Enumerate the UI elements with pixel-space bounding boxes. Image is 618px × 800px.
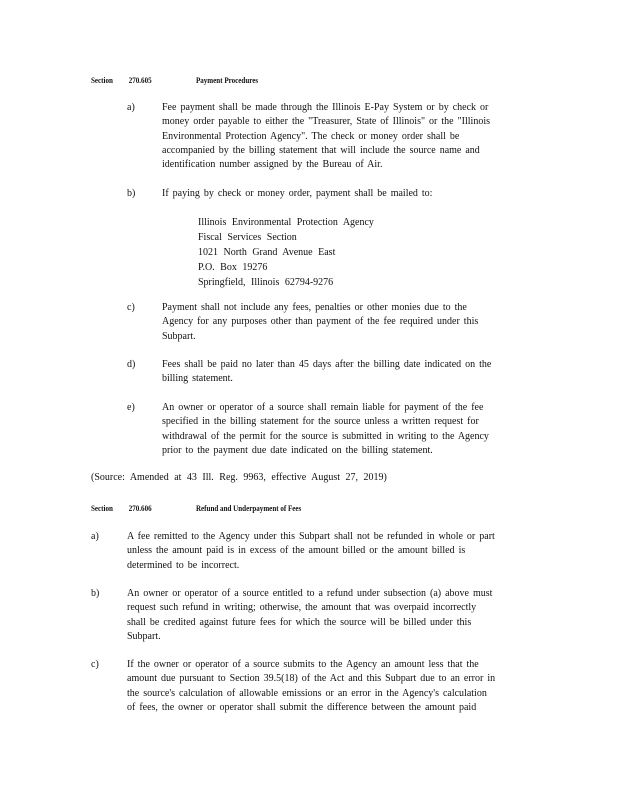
text-line: shall be credited against future fees for which the source will be billed under this — [127, 616, 472, 628]
paragraph-a — [162, 101, 532, 172]
paragraph-606-a — [127, 530, 539, 573]
section-heading-270-605 — [91, 75, 258, 85]
text-line: Payment shall not include any fees, penalties or other monies due to the — [162, 302, 467, 313]
item-label-e: e) — [127, 402, 135, 413]
address-line: Fiscal Services Section — [198, 232, 297, 243]
section-title: Payment Procedures — [195, 75, 259, 85]
paragraph-b — [162, 187, 532, 201]
item-label-a: a) — [91, 531, 99, 542]
paragraph-d — [162, 358, 532, 387]
paragraph-c — [162, 301, 532, 344]
text-line: identification number assigned by the Bureau of Air. — [162, 159, 383, 171]
address-line: 1021 North Grand Avenue East — [198, 247, 336, 258]
item-label-b: b) — [127, 188, 136, 199]
paragraph-606-c — [127, 658, 539, 715]
text-line: Agency for any purposes other than payment of the fee required under this — [162, 316, 479, 328]
section-heading-270-606 — [91, 503, 301, 513]
text-line: specified in the billing statement for the source unless a written request for — [162, 416, 479, 428]
address-line: P.O. Box 19276 — [198, 262, 268, 273]
item-label-b: b) — [91, 588, 100, 599]
text-line: unless the amount paid is in excess of the amount billed or the amount billed is — [127, 545, 466, 557]
text-line: request such refund in writing; otherwise, the amount that was overpaid incorrectly — [127, 602, 477, 614]
text-line: If paying by check or money order, payment shall be mailed to: — [162, 188, 433, 199]
text-line: Fee payment shall be made through the Illinois E-Pay System or by check or — [162, 102, 489, 113]
section-number: 270.606 — [128, 503, 152, 513]
item-label-c: c) — [127, 302, 135, 313]
item-label-c: c) — [91, 659, 99, 670]
text-line: Subpart. — [162, 330, 196, 342]
text-line: the source's calculation of allowable emissions or an error in the Agency's calculation — [127, 687, 487, 699]
text-line: determined to be incorrect. — [127, 559, 240, 571]
item-label-a: a) — [127, 102, 135, 113]
section-word: Section — [91, 503, 113, 513]
paragraph-606-b — [127, 587, 539, 644]
address-line: Springfield, Illinois 62794-9276 — [198, 277, 334, 288]
text-line: accompanied by the billing statement that will include the source name and — [162, 144, 480, 156]
text-line: Subpart. — [127, 630, 161, 642]
text-line: If the owner or operator of a source submits to the Agency an amount less that the — [127, 659, 479, 670]
address-line: Illinois Environmental Protection Agency — [198, 217, 374, 228]
source-note: (Source: Amended at 43 Ill. Reg. 9963, effective August 27, 2019) — [91, 472, 387, 483]
text-line: of fees, the owner or operator shall submit the difference between the amount paid — [127, 701, 477, 713]
text-line: An owner or operator of a source shall remain liable for payment of the fee — [162, 402, 484, 413]
text-line: amount due pursuant to Section 39.5(18) of the Act and this Subpart due to an error in — [127, 673, 496, 685]
mailing-address — [198, 215, 374, 290]
text-line: withdrawal of the permit for the source is submitted in writing to the Agency — [162, 430, 489, 442]
text-line: Environmental Protection Agency". The check or money order shall be — [162, 130, 460, 142]
text-line: An owner or operator of a source entitled to a refund under subsection (a) above must — [127, 588, 493, 599]
item-label-d: d) — [127, 359, 136, 370]
text-line: billing statement. — [162, 373, 233, 385]
text-line: money order payable to either the "Treasurer, State of Illinois" or the "Illinois — [162, 116, 491, 128]
text-line: Fees shall be paid no later than 45 days after the billing date indicated on the — [162, 359, 492, 370]
text-line: A fee remitted to the Agency under this Subpart shall not be refunded in whole or part — [127, 531, 495, 542]
section-number: 270.605 — [128, 75, 152, 85]
section-word: Section — [91, 75, 113, 85]
text-line: prior to the payment due date indicated on the billing statement. — [162, 444, 433, 456]
paragraph-e — [162, 401, 532, 458]
section-title: Refund and Underpayment of Fees — [195, 503, 302, 513]
